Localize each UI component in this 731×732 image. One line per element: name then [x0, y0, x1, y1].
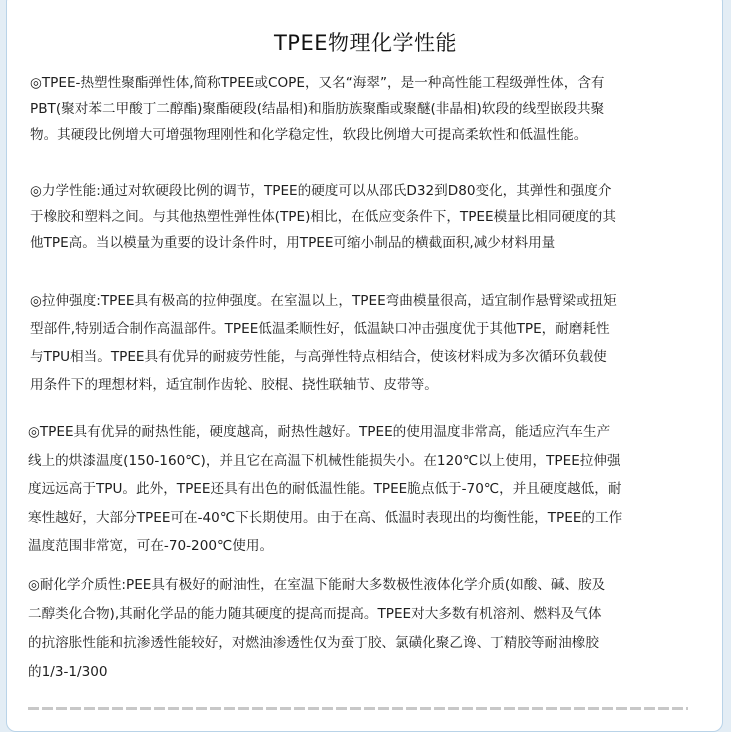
text-line: 用条件下的理想材料，适宜制作齿轮、胶棍、挠性联轴节、皮带等。	[30, 377, 438, 393]
text-line: 度远远高于TPU。此外，TPEE还具有出色的耐低温性能。TPEE脆点低于-70℃，并且硬度越低，耐	[28, 481, 622, 497]
truncated-next-line	[28, 704, 688, 712]
text-line: 他TPE高。当以模量为重要的设计条件时，用TPEE可缩小制品的横截面积,减少材料用量	[30, 235, 556, 251]
text-line: ◎TPEE-热塑性聚酯弹性体,简称TPEE或COPE，又名“海翠”，是一种高性能工程级弹性体，含有	[30, 75, 605, 91]
text-line: ◎TPEE具有优异的耐热性能，硬度越高，耐热性越好。TPEE的使用温度非常高，能适应汽车生产	[28, 424, 611, 440]
text-line: PBT(聚对苯二甲酸丁二醇酯)聚酯硬段(结晶相)和脂肪族聚酯或聚醚(非晶相)软段的线型嵌段共聚	[30, 101, 605, 117]
text-line: 二醇类化合物),其耐化学品的能力随其硬度的提高而提高。TPEE对大多数有机溶剂、燃料及气体	[28, 606, 602, 622]
text-line: 线上的烘漆温度(150-160℃)，并且它在高温下机械性能损失小。在120℃以上使用，TPEE拉伸强	[28, 452, 621, 469]
paragraph-definition	[30, 70, 605, 148]
text-line: 的抗溶胀性能和抗渗透性能较好，对燃油渗透性仅为蚕丁胶、氯磺化聚乙谗、丁精胶等耐油橡胶	[28, 635, 599, 651]
text-line: 的1/3-1/300	[28, 664, 108, 680]
text-line: ◎耐化学介质性:PEE具有极好的耐油性，在室温下能耐大多数极性液体化学介质(如酸、碱、胺及	[28, 577, 606, 593]
page-title: TPEE物理化学性能	[273, 31, 458, 55]
text-line: 于橡胶和塑料之间。与其他热塑性弹性体(TPE)相比，在低应变条件下，TPEE模量比相同硬度的其	[30, 209, 616, 225]
paragraph-heat	[28, 418, 622, 561]
text-line: 型部件,特别适合制作高温部件。TPEE低温柔顺性好，低温缺口冲击强度优于其他TPE，耐磨耗性	[30, 321, 610, 337]
paragraph-mechanical	[30, 178, 616, 256]
text-line: 物。其硬段比例增大可增强物理刚性和化学稳定性，软段比例增大可提高柔软性和低温性能。	[30, 127, 588, 143]
paragraph-tensile	[30, 287, 617, 399]
text-line: 与TPU相当。TPEE具有优异的耐疲劳性能，与高弹性特点相结合，使该材料成为多次循环负载使	[30, 349, 607, 365]
text-line: 寒性越好，大部分TPEE可在-40℃下长期使用。由于在高、低温时表现出的均衡性能，TPEE的工作	[28, 509, 623, 526]
text-line: ◎拉伸强度:TPEE具有极高的拉伸强度。在室温以上，TPEE弯曲模量很高，适宜制作悬臂梁或扭矩	[30, 293, 617, 309]
text-line: ◎力学性能:通过对软硬段比例的调节，TPEE的硬度可以从邵氏D32到D80变化，其弹性和强度介	[30, 183, 612, 199]
text-line: 温度范围非常宽，可在-70-200℃使用。	[28, 538, 274, 554]
paragraph-chemical	[28, 571, 605, 687]
